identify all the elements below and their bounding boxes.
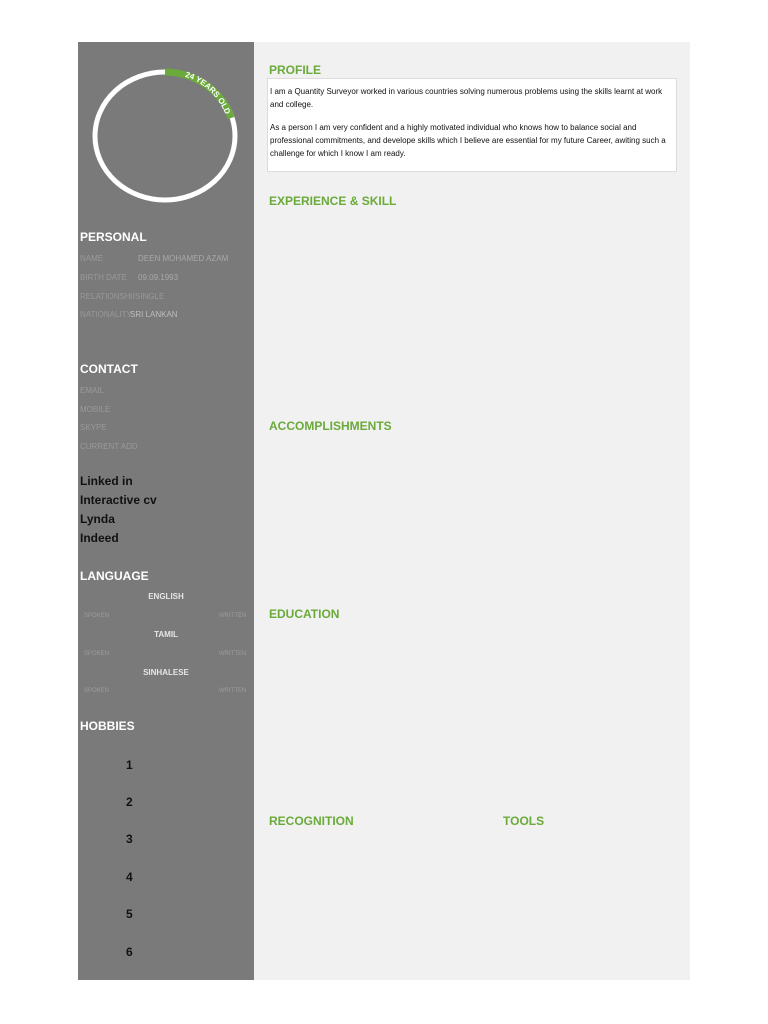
relationship-row [80, 292, 164, 301]
sidebar [78, 42, 254, 980]
name-row [80, 254, 229, 263]
experience-title: EXPERIENCE & SKILL [269, 194, 397, 208]
nationality-row [80, 310, 178, 319]
language-title: LANGUAGE [80, 569, 149, 583]
accomplishments-title: ACCOMPLISHMENTS [269, 419, 392, 433]
language-written-label: WRITTEN [219, 613, 247, 619]
education-title: EDUCATION [269, 607, 340, 621]
resume-page [78, 42, 690, 980]
hobby-item: 3 [126, 832, 133, 846]
contact-skype: SKYPE [80, 423, 107, 432]
language-written-label: WRITTEN [219, 688, 247, 694]
profile-paragraph: As a person I am very confident and a highly motivated individual who knows how to balance social and professional commitments, and develope skills which I believe are essential for my future Career, awiting such a challenge for which I know I am ready. [270, 123, 666, 158]
profile-box [267, 78, 677, 172]
link-linkedin[interactable]: Linked in [80, 474, 133, 488]
age-ring [90, 66, 240, 206]
name-value: DEEN MOHAMED AZAM [138, 254, 229, 263]
recognition-title: RECOGNITION [269, 814, 354, 828]
profile-paragraph: I am a Quantity Surveyor worked in various countries solving numerous problems using the skills learnt at work and college. [270, 87, 663, 109]
hobbies-title: HOBBIES [80, 719, 135, 733]
hobby-item: 2 [126, 795, 133, 809]
age-badge-text: 24 YEARS OLD [184, 69, 233, 116]
contact-title: CONTACT [80, 362, 138, 376]
tools-title: TOOLS [503, 814, 545, 828]
nationality-label: NATIONALITY [80, 310, 132, 319]
contact-current-address: CURRENT ADD [80, 442, 138, 451]
contact-email: EMAIL [80, 386, 105, 395]
birth-value: 09.09.1993 [138, 273, 179, 282]
hobby-item: 1 [126, 758, 133, 772]
hobby-item: 6 [126, 945, 133, 959]
link-lynda[interactable]: Lynda [80, 512, 115, 526]
relationship-label: RELATIONSHIISINGLE [80, 292, 165, 301]
link-interactive-cv[interactable]: Interactive cv [80, 493, 157, 507]
profile-title: PROFILE [269, 63, 322, 77]
contact-mobile: MOBILE [80, 405, 111, 414]
nationality-value: SRI LANKAN [130, 310, 178, 319]
birth-label: BIRTH DATE [80, 273, 127, 282]
language-spoken-label: SPOKEN [84, 688, 110, 694]
language-written-label: WRITTEN [219, 651, 247, 657]
hobby-item: 4 [126, 870, 133, 884]
main-content [254, 42, 690, 980]
language-spoken-label: SPOKEN [84, 651, 110, 657]
language-english: ENGLISH [148, 592, 184, 601]
personal-title: PERSONAL [80, 230, 147, 244]
language-sinhalese: SINHALESE [143, 668, 189, 677]
birth-row [80, 273, 179, 282]
name-label: NAME [80, 254, 104, 263]
link-indeed[interactable]: Indeed [80, 531, 119, 545]
language-spoken-label: SPOKEN [84, 613, 110, 619]
language-tamil: TAMIL [154, 630, 178, 639]
hobby-item: 5 [126, 907, 133, 921]
